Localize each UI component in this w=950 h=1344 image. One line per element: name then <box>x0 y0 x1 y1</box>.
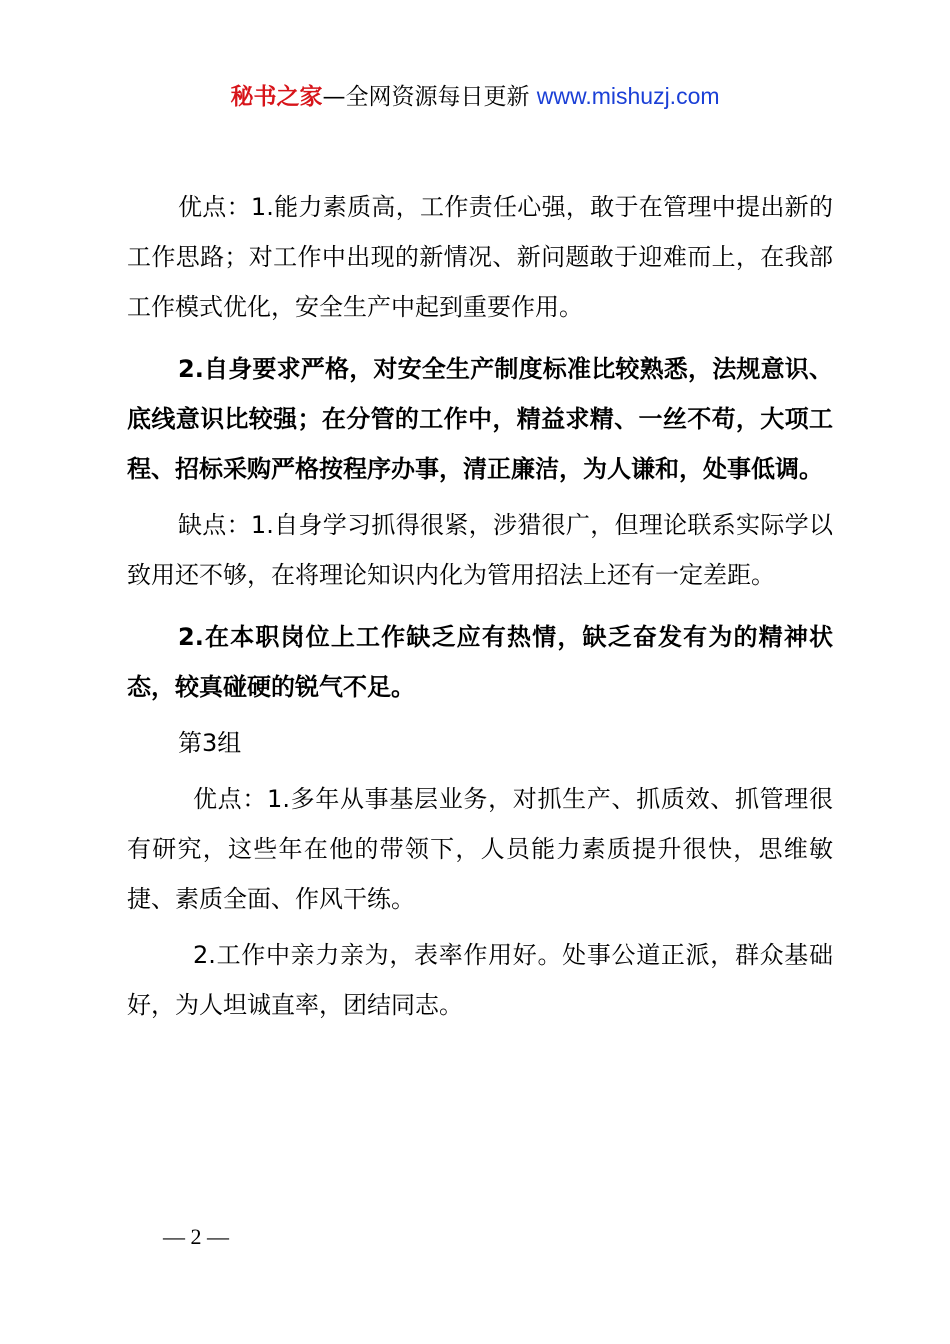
paragraph-weaknesses-1: 缺点：1.自身学习抓得很紧，涉猎很广，但理论联系实际学以致用还不够，在将理论知识内化为管用招法上还有一定差距。 <box>127 511 833 589</box>
site-header <box>0 78 950 115</box>
paragraph-group3-strengths-2: 2.工作中亲力亲为，表率作用好。处事公道正派，群众基础好，为人坦诚直率，团结同志。 <box>127 941 833 1019</box>
group-heading: 第3组 <box>178 729 242 757</box>
site-url-link[interactable]: www.mishuzj.com <box>536 83 720 109</box>
paragraph-weaknesses-2: 2.在本职岗位上工作缺乏应有热情，缺乏奋发有为的精神状态，较真碰硬的锐气不足。 <box>127 623 833 701</box>
paragraph-strengths-2: 2.自身要求严格，对安全生产制度标准比较熟悉，法规意识、底线意识比较强；在分管的工作中，精益求精、一丝不苟，大项工程、招标采购严格按程序办事，清正廉洁，为人谦和，处事低调。 <box>127 355 833 483</box>
document-body <box>127 182 833 1030</box>
paragraph-strengths-1: 优点：1.能力素质高，工作责任心强，敢于在管理中提出新的工作思路；对工作中出现的新情况、新问题敢于迎难而上，在我部工作模式优化，安全生产中起到重要作用。 <box>127 193 833 321</box>
brand-name: 秘书之家 <box>230 84 323 110</box>
paragraph-group3-strengths-1: 优点：1.多年从事基层业务，对抓生产、抓质效、抓管理很有研究，这些年在他的带领下，人员能力素质提升很快，思维敏捷、素质全面、作风干练。 <box>127 785 833 913</box>
page-number: — 2 — <box>163 1224 229 1249</box>
header-tagline: —全网资源每日更新 <box>322 84 537 110</box>
